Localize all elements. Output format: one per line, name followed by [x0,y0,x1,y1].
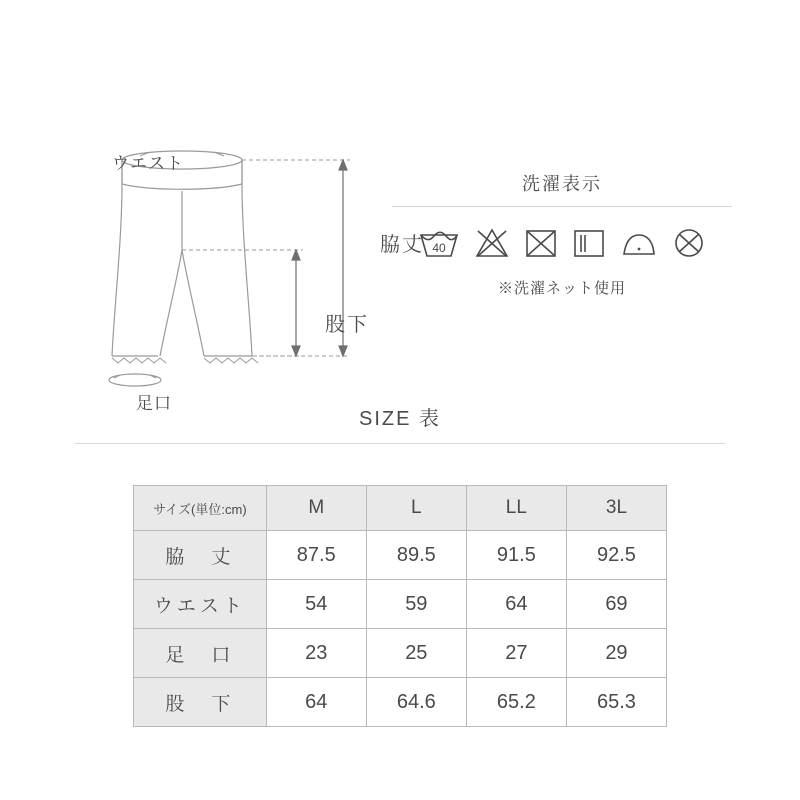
wash-care-icon-row [382,225,742,261]
row-label-waist: ウエスト [134,580,267,629]
label-ankle: 足口 [136,394,172,413]
cell-inseam-l: 64.6 [366,678,466,727]
cell-ankle-m: 23 [266,629,366,678]
size-table [133,485,667,727]
no-dry-clean-icon [671,225,707,261]
cell-waist-l: 59 [366,580,466,629]
cell-ankle-ll: 27 [466,629,566,678]
size-section-title: SIZE 表 [358,408,441,430]
label-inseam: 股下 [325,314,369,336]
cell-side-length-l: 89.5 [366,531,466,580]
size-table-corner-label: サイズ(単位:cm) [134,486,267,531]
pants-diagram [60,60,424,413]
wash-care-section [382,170,742,298]
label-side-length: 脇丈 [380,234,424,256]
no-bleach-icon [473,225,511,261]
size-column-header-3l: 3L [566,486,666,531]
cell-waist-3l: 69 [566,580,666,629]
drip-dry-shade-icon [571,225,607,261]
cell-waist-ll: 64 [466,580,566,629]
wash-40-icon [417,225,461,261]
cell-side-length-m: 87.5 [266,531,366,580]
cell-ankle-3l: 29 [566,629,666,678]
wash-temp-text: 40 [432,241,446,255]
cell-side-length-3l: 92.5 [566,531,666,580]
wash-care-divider [392,206,732,207]
wash-care-note: ※洗濯ネット使用 [497,280,626,297]
cell-side-length-ll: 91.5 [466,531,566,580]
row-label-inseam: 股 下 [134,678,267,727]
table-row [134,678,667,727]
cell-ankle-l: 25 [366,629,466,678]
table-row [134,580,667,629]
table-row [134,531,667,580]
cell-inseam-3l: 65.3 [566,678,666,727]
row-label-ankle: 足 口 [134,629,267,678]
cell-waist-m: 54 [266,580,366,629]
row-label-side-length: 脇 丈 [134,531,267,580]
cell-inseam-m: 64 [266,678,366,727]
iron-low-icon [619,225,659,261]
wash-care-title: 洗濯表示 [522,174,602,194]
size-column-header-ll: LL [466,486,566,531]
no-tumble-dry-icon [523,225,559,261]
label-waist: ウエスト [112,154,184,173]
size-title-divider [75,443,725,444]
size-column-header-l: L [366,486,466,531]
size-table-header-row [134,486,667,531]
table-row [134,629,667,678]
cell-inseam-ll: 65.2 [466,678,566,727]
size-column-header-m: M [266,486,366,531]
